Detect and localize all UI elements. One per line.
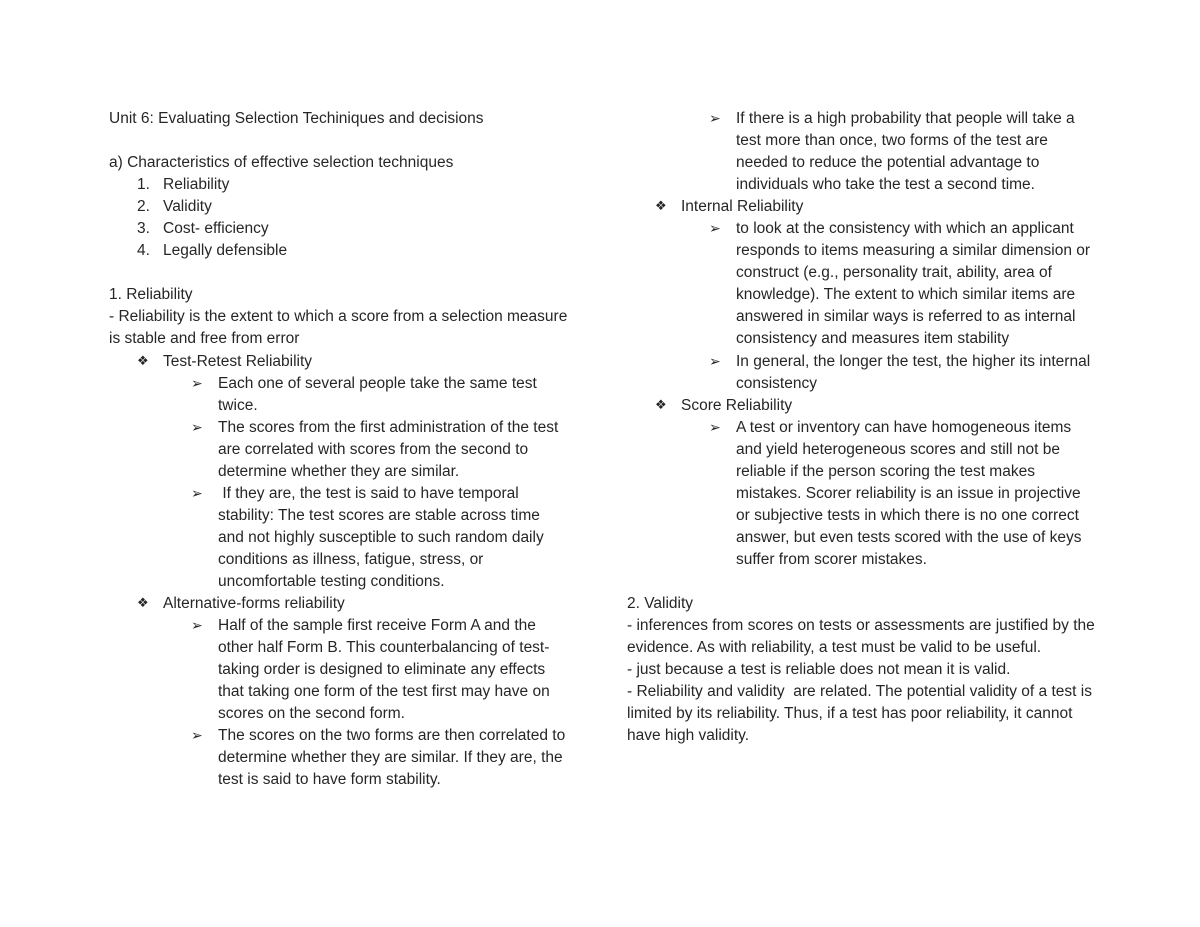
arrow-bullet-icon: ➢ — [191, 728, 203, 745]
test-retest-label: ❖ Test-Retest Reliability — [109, 351, 579, 373]
bullet-item: ➢ to look at the consistency with which an applicant responds to items measuring a similar dimension or construct (e.g., personality trait, ability, area of knowledge). The extent to which similar items are answered in similar ways is referred to as internal consistency and measures item stability — [627, 218, 1107, 350]
bullet-item: ➢ The scores from the first administration of the test are correlated with scores from the second to determine whether they are similar. — [109, 417, 579, 483]
characteristics-heading: a) Characteristics of effective selection techniques — [109, 154, 454, 172]
reliability-heading: 1. Reliability — [109, 286, 193, 304]
diamond-bullet-icon: ❖ — [137, 353, 149, 369]
bullet-item: ➢ The scores on the two forms are then correlated to determine whether they are similar. If they are, the test is said to have form stability. — [109, 725, 579, 791]
internal-reliability-label: ❖ Internal Reliability — [627, 196, 1107, 218]
arrow-bullet-icon: ➢ — [191, 485, 203, 502]
bullet-item: ➢ Half of the sample first receive Form A and the other half Form B. This counterbalancing of test-taking order is designed to eliminate any effects that taking one form of the test first may have on scores on the second form. — [109, 615, 579, 725]
validity-paragraph: - inferences from scores on tests or assessments are justified by the evidence. As with reliability, a test must be valid to be useful. — [627, 617, 1095, 657]
bullet-item: ➢ Each one of several people take the same test twice. — [109, 373, 579, 417]
validity-paragraph: - Reliability and validity are related. The potential validity of a test is limited by its reliability. Thus, if a test has poor reliability, it cannot have high validity. — [627, 683, 1097, 745]
diamond-bullet-icon: ❖ — [655, 397, 667, 413]
left-column — [109, 108, 579, 791]
validity-heading: 2. Validity — [627, 595, 694, 613]
arrow-bullet-icon: ➢ — [709, 419, 721, 436]
list-item: 3. Cost- efficiency — [137, 220, 269, 238]
bullet-item: ➢ In general, the longer the test, the higher its internal consistency — [627, 351, 1107, 395]
bullet-item: ➢ If there is a high probability that people will take a test more than once, two forms of the test are needed to reduce the potential advantage to individuals who take the test a second time. — [627, 108, 1107, 196]
arrow-bullet-icon: ➢ — [191, 375, 203, 392]
arrow-bullet-icon: ➢ — [709, 353, 721, 370]
bullet-item: ➢ A test or inventory can have homogeneous items and yield heterogeneous scores and still not be reliable if the person scoring the test makes mistakes. Scorer reliability is an issue in projective or subjective tests in which there is no one correct answer, but even tests scored with the use of keys suffer from scorer mistakes. — [627, 417, 1107, 571]
arrow-bullet-icon: ➢ — [709, 111, 721, 127]
reliability-definition: - Reliability is the extent to which a score from a selection measure is stable and free from error — [109, 308, 568, 348]
diamond-bullet-icon: ❖ — [137, 596, 149, 612]
score-reliability-label: ❖ Score Reliability — [627, 395, 1107, 417]
arrow-bullet-icon: ➢ — [709, 221, 721, 238]
page-title: Unit 6: Evaluating Selection Techiniques and decisions — [109, 110, 484, 127]
list-item: 1. Reliability — [137, 176, 230, 194]
right-column — [627, 108, 1107, 747]
alternative-forms-label: ❖ Alternative-forms reliability — [109, 593, 579, 615]
arrow-bullet-icon: ➢ — [191, 618, 203, 635]
validity-paragraph: - just because a test is reliable does not mean it is valid. — [627, 661, 1011, 679]
arrow-bullet-icon: ➢ — [191, 419, 203, 436]
list-item: 2. Validity — [137, 198, 212, 216]
diamond-bullet-icon: ❖ — [655, 199, 667, 215]
list-item: 4. Legally defensible — [137, 242, 288, 260]
bullet-item: ➢ If they are, the test is said to have temporal stability: The test scores are stable across time and not highly susceptible to such random daily conditions as illness, fatigue, stress, or uncomfortable testing conditions. — [109, 483, 579, 593]
